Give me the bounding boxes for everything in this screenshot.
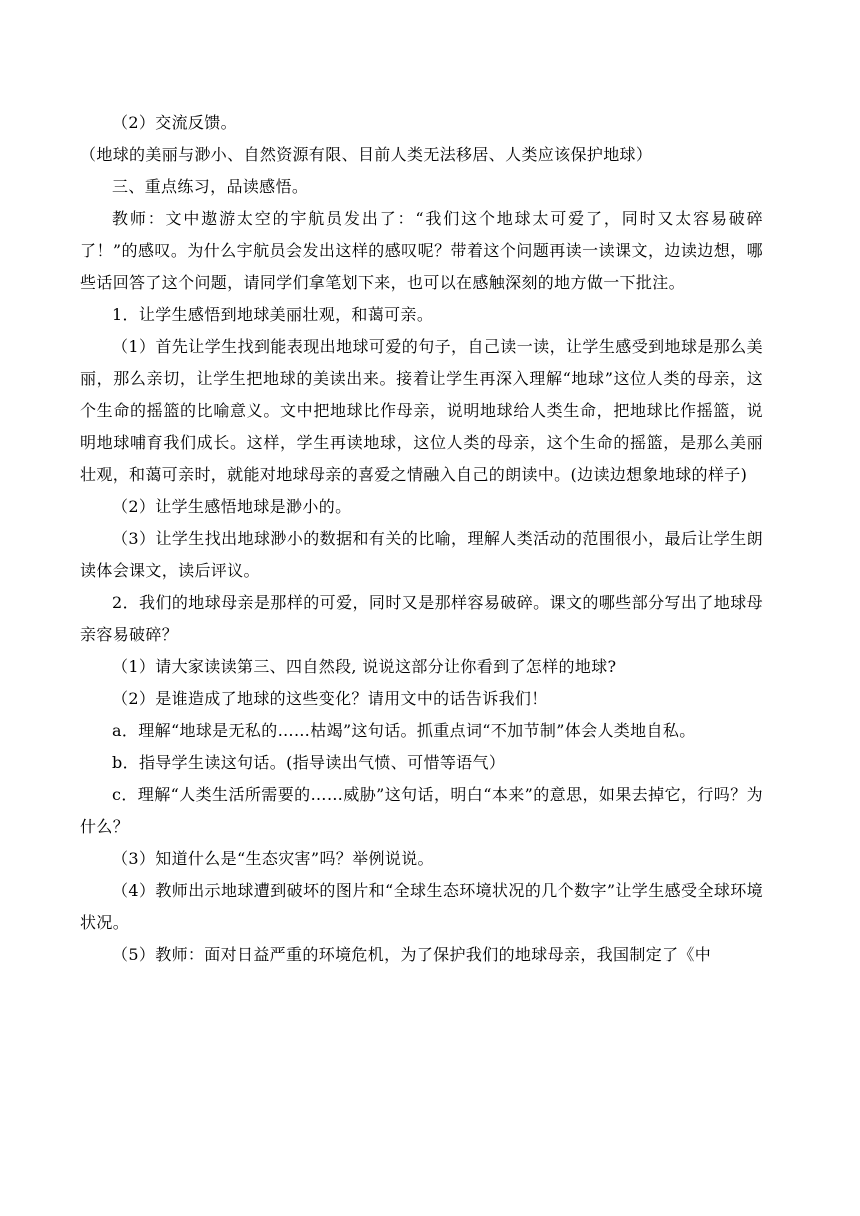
paragraph-item-a: a．理解“地球是无私的……枯竭”这句话。抓重点词“不加节制”体会人类地自私。 <box>112 721 696 740</box>
paragraph-item-b: b．指导学生读这句话。(指导读出气愤、可惜等语气） <box>112 753 506 772</box>
paragraph-earth-summary: （地球的美丽与渺小、自然资源有限、目前人类无法移居、人类应该保护地球） <box>80 145 653 164</box>
paragraph-point-2-sub-1: （1）请大家读读第三、四自然段, 说说这部分让你看到了怎样的地球? <box>112 657 617 676</box>
paragraph-point-2-sub-5: （5）教师：面对日益严重的环境危机，为了保护我们的地球母亲，我国制定了《中 <box>112 945 712 964</box>
paragraph-point-1: 1．让学生感悟到地球美丽壮观，和蔼可亲。 <box>112 305 434 324</box>
paragraph-teacher-prompt: 教师：文中遨游太空的宇航员发出了：“我们这个地球太可爱了，同时又太容易破碎了！”的感叹。为什么宇航员会发出这样的感叹呢？带着这个问题再读一读课文，边读边想，哪些话回答了这个问题，请同学们拿笔划下来，也可以在感触深刻的地方做一下批注。 <box>80 209 763 292</box>
paragraph-point-2-sub-4: （4）教师出示地球遭到破坏的图片和“全球生态环境状况的几个数字”让学生感受全球环境状况。 <box>80 881 763 932</box>
paragraph-point-2: 2．我们的地球母亲是那样的可爱，同时又是那样容易破碎。课文的哪些部分写出了地球母亲容易破碎？ <box>80 593 763 644</box>
paragraph-point-1-sub-2: （2）让学生感悟地球是渺小的。 <box>112 497 352 516</box>
section-heading-key-practice: 三、重点练习，品读感悟。 <box>112 177 309 196</box>
document-body <box>80 107 763 971</box>
paragraph-point-1-sub-1: （1）首先让学生找到能表现出地球可爱的句子，自己读一读，让学生感受到地球是那么美丽，那么亲切，让学生把地球的美读出来。接着让学生再深入理解“地球”这位人类的母亲，这个生命的摇篮的比喻意义。文中把地球比作母亲，说明地球给人类生命，把地球比作摇篮，说明地球哺育我们成长。这样，学生再读地球，这位人类的母亲，这个生命的摇篮，是那么美丽壮观，和蔼可亲时，就能对地球母亲的喜爱之情融入自己的朗读中。(边读边想象地球的样子) <box>80 337 763 484</box>
paragraph-point-2-sub-3: （3）知道什么是“生态灾害”吗？举例说说。 <box>112 849 434 868</box>
paragraph-point-2-sub-2: （2）是谁造成了地球的这些变化？请用文中的话告诉我们！ <box>112 689 548 708</box>
paragraph-item-c: c．理解“人类生活所需要的……威胁”这句话，明白“本来”的意思，如果去掉它，行吗？为什么？ <box>80 785 763 836</box>
paragraph-exchange-feedback: （2）交流反馈。 <box>112 113 237 132</box>
paragraph-point-1-sub-3: （3）让学生找出地球渺小的数据和有关的比喻，理解人类活动的范围很小，最后让学生朗读体会课文，读后评议。 <box>80 529 763 580</box>
